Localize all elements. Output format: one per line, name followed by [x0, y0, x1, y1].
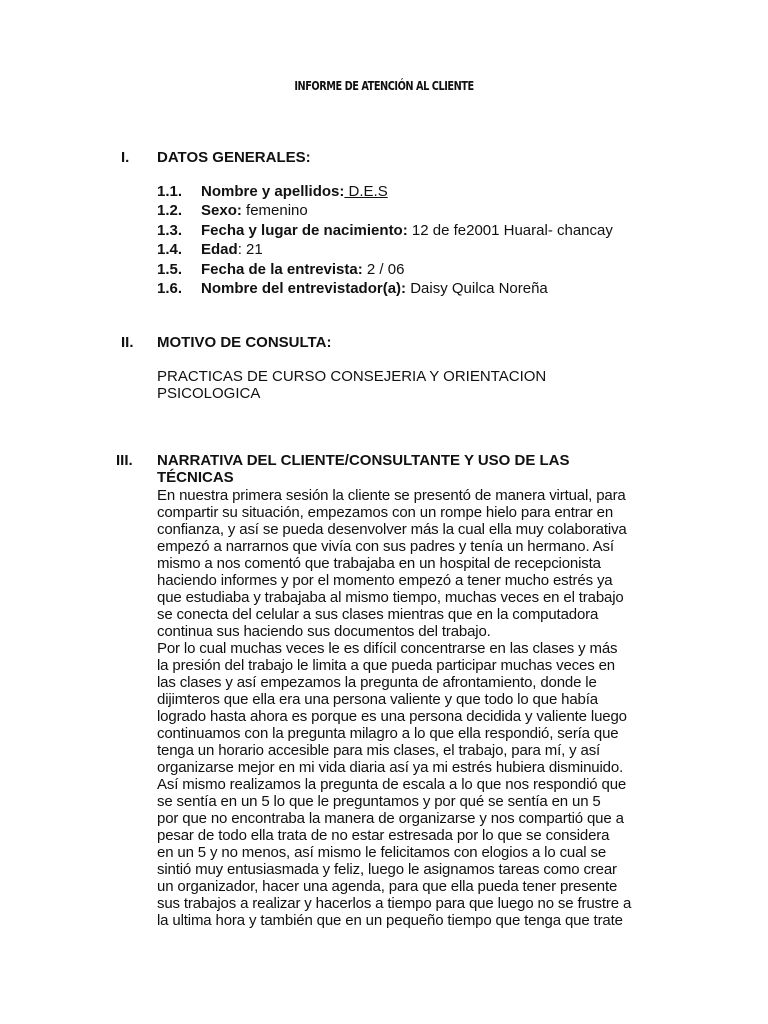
item-number: 1.3.: [157, 221, 183, 239]
narrativa-body: [157, 487, 657, 929]
paragraph-line: empezó a narrarnos que vivía con sus padres y tenía un hermano. Así: [157, 538, 614, 555]
paragraph-line: sus trabajos a realizar y hacerlos a tiempo para que luego no se frustre a: [157, 895, 632, 912]
paragraph-line: haciendo informes y por el momento empezó a tener mucho estrés ya: [157, 572, 613, 589]
paragraph-line: continua sus haciendo sus documentos del trabajo.: [157, 623, 491, 640]
document-title: INFORME DE ATENCIÓN AL CLIENTE: [294, 78, 474, 93]
paragraph-line: confianza, y así se pueda desenvolver más la cual ella muy colaborativa: [157, 521, 627, 538]
paragraph-line: la presión del trabajo le limita a que pueda participar muchas veces en: [157, 657, 615, 674]
item-value: D.E.S: [344, 183, 388, 200]
paragraph-line: logrado hasta ahora es porque es una persona decidida y valiente luego: [157, 708, 627, 725]
item-value: 2 / 06: [362, 260, 405, 278]
section-number: II.: [121, 334, 134, 351]
paragraph-line: se conecta del celular a sus clases mientras que en la computadora: [157, 606, 599, 623]
item-value: femenino: [241, 202, 308, 220]
list-item: [0, 182, 768, 201]
section-number: III.: [116, 452, 133, 469]
list-item: [0, 240, 768, 259]
paragraph-line: continuamos con la pregunta milagro a lo que ella respondió, sería que: [157, 725, 619, 742]
item-label: Nombre del entrevistador(a):: [201, 280, 407, 297]
paragraph-line: Por lo cual muchas veces le es difícil concentrarse en las clases y más: [157, 640, 618, 657]
paragraph-line: organizarse mejor en mi vida diaria así ya mi estrés hubiera disminuido.: [157, 759, 624, 776]
paragraph-line: Así mismo realizamos la pregunta de escala a lo que nos respondió que: [157, 776, 627, 793]
paragraph-line: un organizador, hacer una agenda, para que ella pueda tener presente: [157, 878, 618, 895]
paragraph-line: por que no encontraba la manera de organizarse y nos compartió que a: [157, 810, 624, 827]
item-label: Nombre y apellidos:: [201, 183, 345, 200]
paragraph-line: en un 5 y no menos, así mismo le felicitamos con elogios a lo cual se: [157, 844, 607, 861]
paragraph-line: la ultima hora y también que en un pequeño tiempo que tenga que trate: [157, 912, 623, 929]
paragraph-line: En nuestra primera sesión la cliente se presentó de manera virtual, para: [157, 487, 626, 504]
item-number: 1.5.: [157, 260, 183, 278]
paragraph-line: sintió muy entusiasmada y feliz, luego le asignamos tareas como crear: [157, 861, 617, 878]
paragraph-line: pesar de todo ella trata de no estar estresada por lo que se considera: [157, 827, 610, 844]
list-item: [0, 260, 768, 279]
item-value: : 21: [237, 241, 263, 259]
paragraph-line: se sentía en un 5 lo que le preguntamos y por qué se sentía en un 5: [157, 793, 601, 810]
section-title: NARRATIVA DEL CLIENTE/CONSULTANTE Y USO DE LAS TÉCNICAS: [157, 452, 570, 486]
item-value: Daisy Quilca Noreña: [406, 280, 548, 297]
list-item: [0, 221, 768, 240]
section-title: MOTIVO DE CONSULTA:: [157, 334, 332, 351]
item-label: Fecha y lugar de nacimiento:: [201, 221, 408, 239]
list-item: [0, 279, 768, 298]
paragraph-line: las clases y así empezamos la pregunta de afrontamiento, donde le: [157, 674, 597, 691]
section-number: I.: [121, 149, 130, 166]
section-title: DATOS GENERALES:: [157, 149, 311, 166]
item-number: 1.4.: [157, 241, 183, 259]
item-number: 1.2.: [157, 202, 183, 220]
item-label: Edad: [201, 241, 238, 259]
list-item: [0, 201, 768, 220]
item-number: 1.6.: [157, 280, 183, 297]
item-label: Sexo:: [201, 202, 242, 220]
motivo-text: PRACTICAS DE CURSO CONSEJERIA Y ORIENTACION PSICOLOGICA: [157, 368, 547, 402]
paragraph-line: que estudiaba y trabajaba al mismo tiempo, muchas veces en el trabajo: [157, 589, 624, 606]
item-number: 1.1.: [157, 183, 183, 200]
paragraph-line: tenga un horario accesible para mis clases, el trabajo, para mí, y así: [157, 742, 601, 759]
paragraph-line: compartir su situación, empezamos con un rompe hielo para entrar en: [157, 504, 614, 521]
item-value: 12 de fe2001 Huaral- chancay: [407, 221, 613, 239]
paragraph-line: mismo a nos comentó que trabajaba en un hospital de recepcionista: [157, 555, 601, 572]
item-label: Fecha de la entrevista:: [201, 260, 363, 278]
paragraph-line: dijimteros que ella era una persona valiente y que todo lo que había: [157, 691, 598, 708]
